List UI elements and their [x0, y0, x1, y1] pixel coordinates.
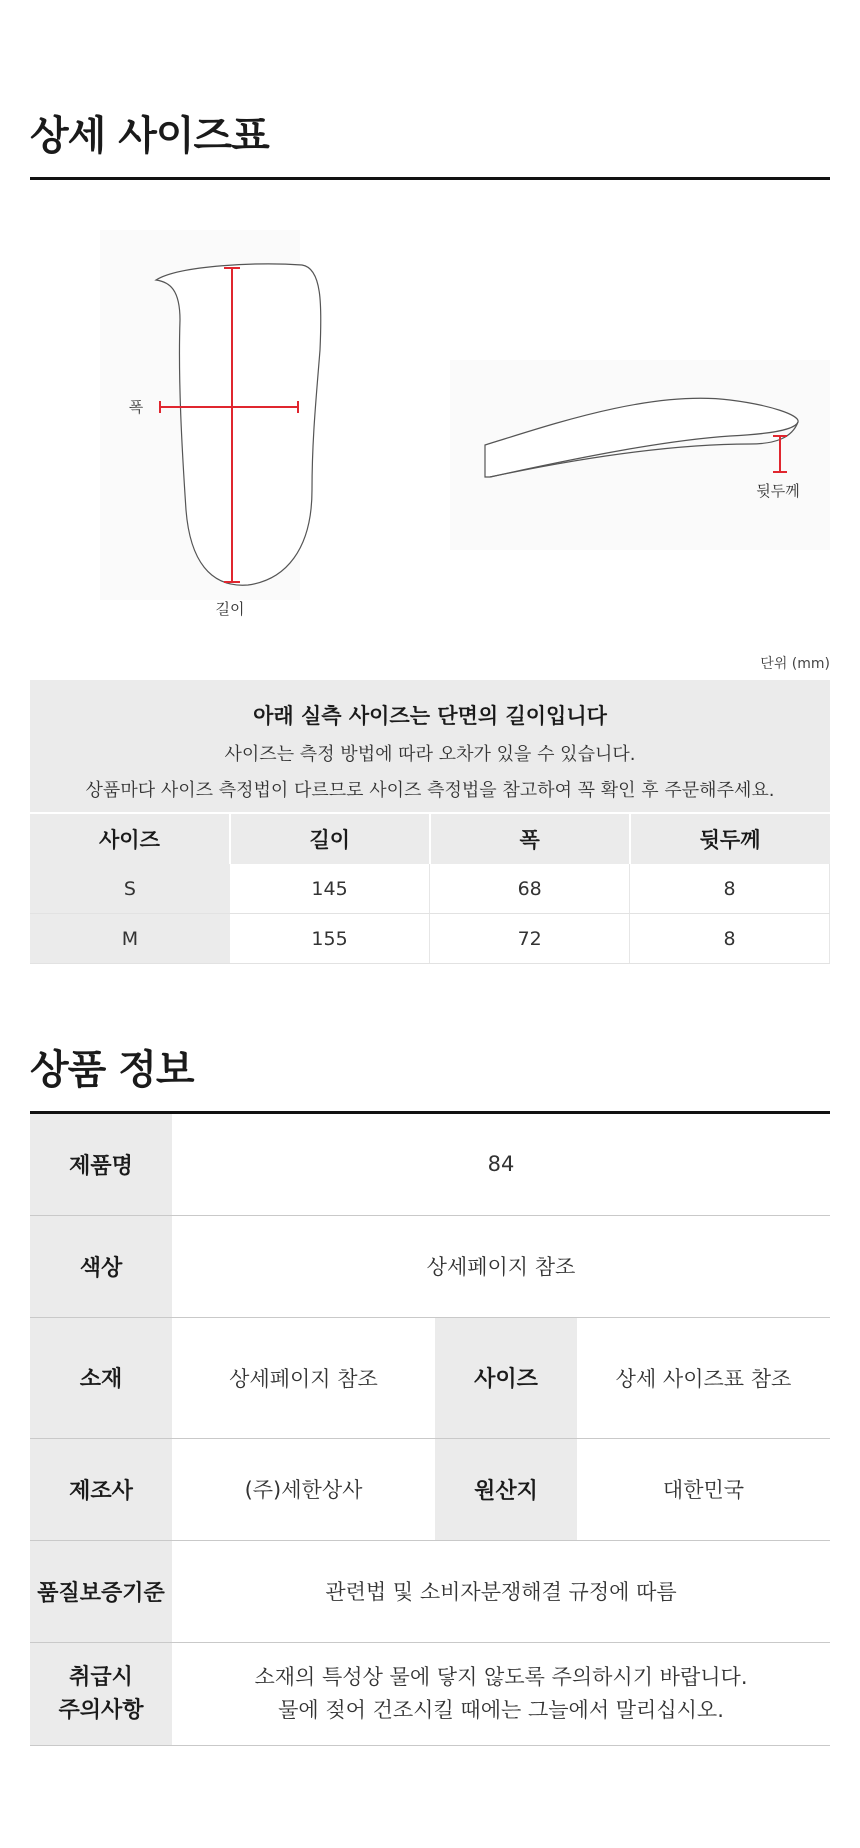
material-label: 소재	[30, 1317, 172, 1438]
table-row	[30, 1438, 830, 1540]
width-cell: 68	[430, 864, 630, 914]
notice-line-3: 상품마다 사이즈 측정법이 다르므로 사이즈 측정법을 참고하여 꼭 확인 후 주문해주세요.	[85, 780, 775, 801]
notice-line-2: 사이즈는 측정 방법에 따라 오차가 있을 수 있습니다.	[224, 744, 636, 765]
size-cell: M	[30, 914, 230, 964]
care-line-1: 소재의 특성상 물에 닿지 않도록 주의하시기 바랍니다.	[254, 1664, 748, 1689]
length-cell: 155	[230, 914, 430, 964]
table-row	[30, 1317, 830, 1438]
size-table	[30, 812, 830, 964]
care-label-line-1: 취급시	[69, 1664, 133, 1690]
length-cell: 145	[230, 864, 430, 914]
origin-label: 원산지	[435, 1438, 577, 1540]
quality-label: 품질보증기준	[30, 1540, 172, 1642]
size-section-rule	[30, 177, 830, 180]
maker-value: (주)세한상사	[172, 1438, 435, 1540]
insole-diagram-svg	[30, 230, 830, 630]
maker-label: 제조사	[30, 1438, 172, 1540]
size-table-header-row	[30, 813, 830, 864]
quality-value: 관련법 및 소비자분쟁해결 규정에 따름	[172, 1540, 830, 1642]
material-value: 상세페이지 참조	[172, 1317, 435, 1438]
width-label: 폭	[128, 398, 144, 416]
table-row	[30, 1642, 830, 1745]
table-row	[30, 864, 830, 914]
notice-line-1: 아래 실측 사이즈는 단면의 길이입니다	[253, 704, 607, 728]
length-label: 길이	[215, 600, 245, 618]
care-label-line-2: 주의사항	[58, 1697, 144, 1723]
size-table-header: 뒷두께	[630, 813, 830, 864]
care-value	[172, 1642, 830, 1745]
product-name-label: 제품명	[30, 1114, 172, 1215]
product-info-table	[30, 1114, 830, 1746]
unit-label: 단위 (mm)	[760, 656, 830, 672]
size-section-title: 상세 사이즈표	[30, 113, 269, 159]
info-section-title: 상품 정보	[30, 1047, 194, 1093]
size-table-header: 폭	[430, 813, 630, 864]
table-row	[30, 1114, 830, 1215]
product-name-value: 84	[172, 1114, 830, 1215]
care-label	[30, 1642, 172, 1745]
size-label: 사이즈	[435, 1317, 577, 1438]
heel-cell: 8	[630, 914, 830, 964]
color-label: 색상	[30, 1215, 172, 1317]
origin-value: 대한민국	[577, 1438, 830, 1540]
heel-cell: 8	[630, 864, 830, 914]
size-cell: S	[30, 864, 230, 914]
care-line-2: 물에 젖어 건조시킬 때에는 그늘에서 말리십시오.	[278, 1697, 724, 1722]
table-row	[30, 1215, 830, 1317]
heel-label: 뒷두께	[756, 482, 800, 500]
color-value: 상세페이지 참조	[172, 1215, 830, 1317]
size-value: 상세 사이즈표 참조	[577, 1317, 830, 1438]
size-notice	[30, 680, 830, 812]
size-diagram	[30, 230, 830, 630]
size-table-header: 사이즈	[30, 813, 230, 864]
table-row	[30, 1540, 830, 1642]
width-cell: 72	[430, 914, 630, 964]
size-table-header: 길이	[230, 813, 430, 864]
table-row	[30, 914, 830, 964]
